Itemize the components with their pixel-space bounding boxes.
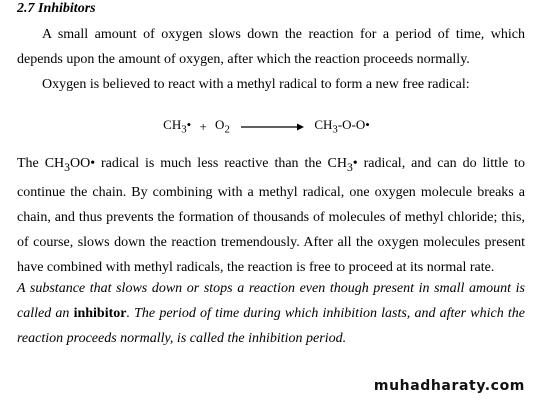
plus-sign: + [199,119,207,135]
section-heading: 2.7 Inhibitors [17,1,96,16]
product-peroxy-radical: $CH_3-O-O•$ [314,117,370,136]
paragraph-inhibitor-definition: A substance that slows down or stops a reaction even though present in small amount is called an inhibitor. The period of time during which inhibition lasts, and after which the reaction proceeds normally, is called the inhibition period. [17,281,525,346]
reaction-equation [0,116,533,139]
paragraph-radical-reactivity: The $CH_3OO•$ radical is much less reactive than the $CH_3•$ radical, and can do little to continue the chain. By combining with a methyl radical, one oxygen molecule breaks a chain, and thus prevents the formation of thousands of molecules of methyl chloride; this, of course, slows down the reaction tremendously. After all the oxygen molecules present have combined with methyl radicals, the reaction is free to proceed at its normal rate. [17,156,525,275]
watermark-logo: muhadharaty.com [373,378,525,394]
paragraph-oxygen-reacts: Oxygen is believed to react with a methyl radical to form a new free radical: [42,77,470,92]
inhibitor-term: inhibitor [73,306,127,321]
reactant-methyl-radical: $CH_3•$ [163,117,192,136]
paragraph-oxygen-slows: A small amount of oxygen slows down the reaction for a period of time, which depends upon the amount of oxygen, after which the reaction proceeds normally. [17,27,525,67]
reactant-oxygen: $O_2$ [215,117,230,136]
reaction-arrow-icon [239,122,305,132]
